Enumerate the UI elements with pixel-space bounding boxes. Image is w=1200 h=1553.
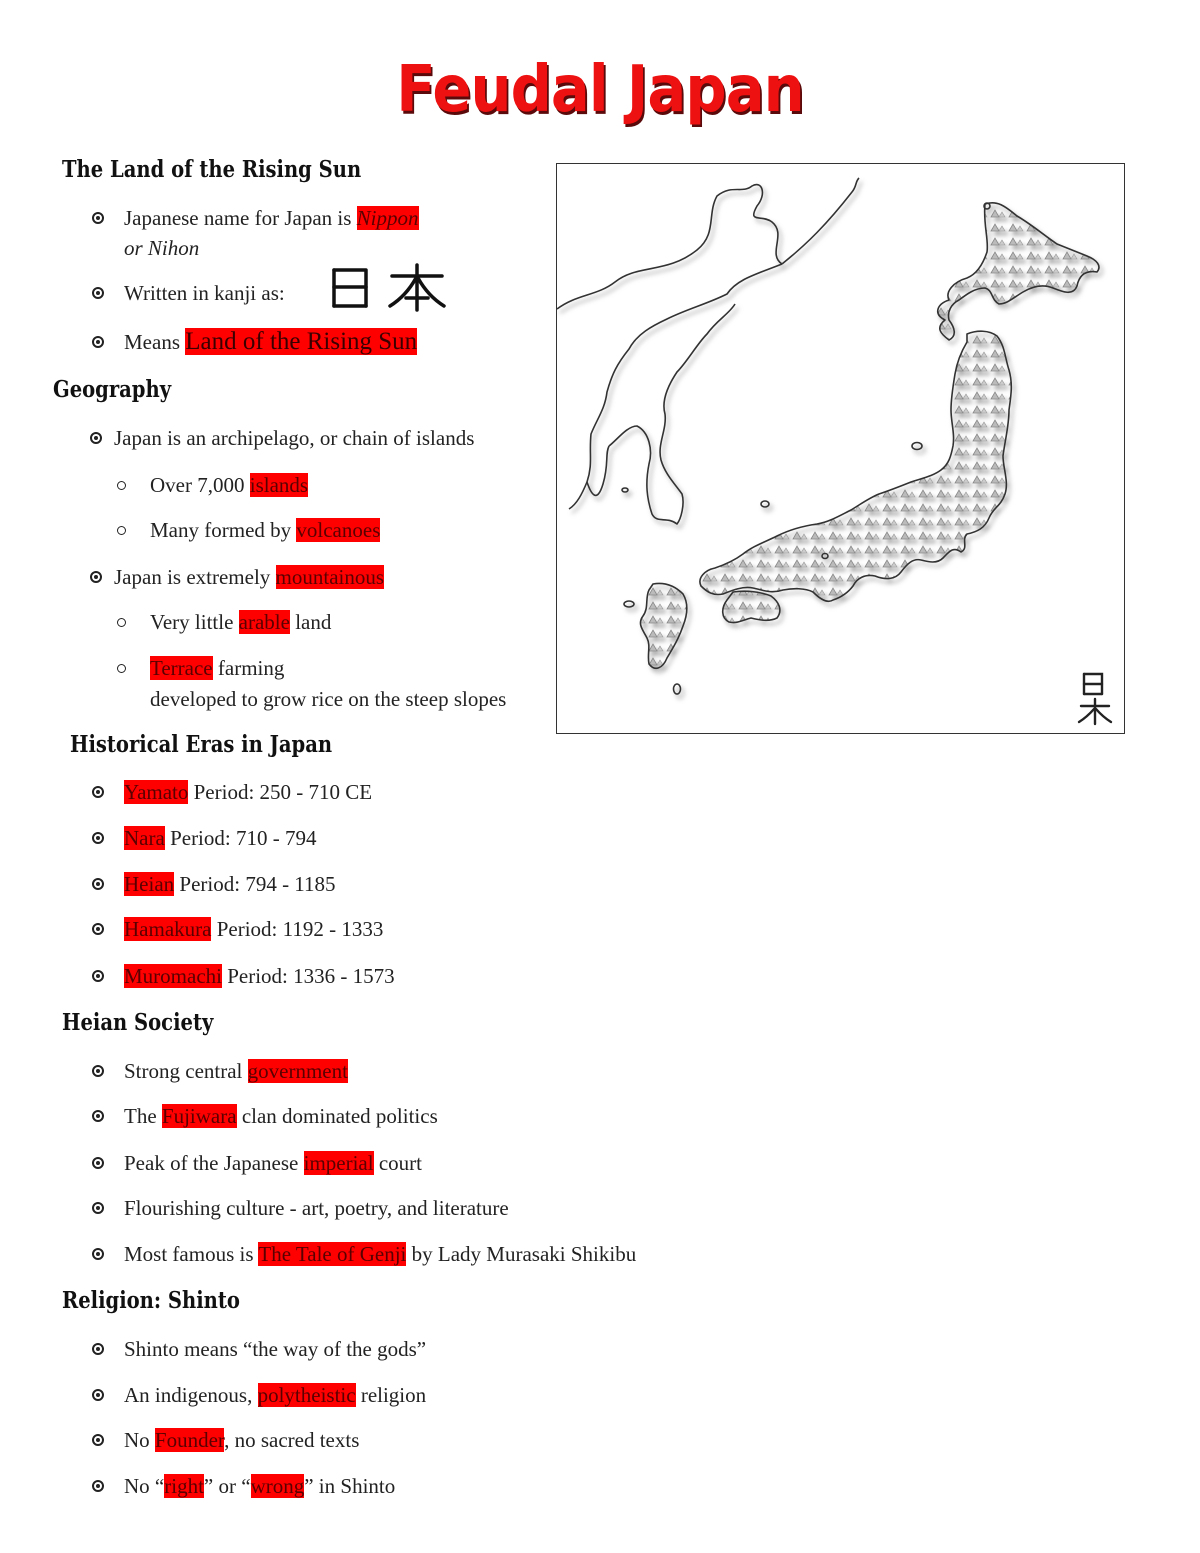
bullet-icon [92, 878, 104, 890]
sub-bullet-icon [117, 618, 126, 627]
shinto-item-4: No “right” or “wrong” in Shinto [124, 1474, 396, 1498]
bullet-icon [92, 970, 104, 982]
highlight-era-name: Muromachi [124, 964, 222, 988]
era-item: Hamakura Period: 1192 - 1333 [124, 917, 384, 941]
highlight-terrace: Terrace [150, 656, 213, 680]
geography-sub-3: Very little arable land [150, 610, 332, 634]
highlight-era-name: Yamato [124, 780, 189, 804]
bullet-icon [92, 1389, 104, 1401]
geography-item-2: Japan is extremely mountainous [114, 565, 385, 589]
bullet-icon [92, 1480, 104, 1492]
bullet-icon [92, 1157, 104, 1169]
sub-bullet-icon [117, 664, 126, 673]
highlight-era-name: Nara [124, 826, 165, 850]
heian-item-4: Flourishing culture - art, poetry, and literature [124, 1196, 509, 1220]
rising-sun-item-3: Means Land of the Rising Sun [124, 328, 418, 355]
bullet-icon [92, 336, 104, 348]
era-item: Yamato Period: 250 - 710 CE [124, 780, 373, 804]
highlight-land-rising-sun: Land of the Rising Sun [185, 328, 418, 355]
era-item: Muromachi Period: 1336 - 1573 [124, 964, 395, 988]
highlight-era-name: Hamakura [124, 917, 212, 941]
kanji-nihon-icon [330, 262, 448, 312]
geography-sub-2: Many formed by volcanoes [150, 518, 381, 542]
sub-bullet-icon [117, 481, 126, 490]
highlight-islands: islands [249, 473, 309, 497]
era-item: Nara Period: 710 - 794 [124, 826, 317, 850]
highlight-era-name: Heian [124, 872, 175, 896]
japan-map [556, 163, 1125, 734]
page-title: Feudal Japan [396, 53, 804, 127]
shinto-item-2: An indigenous, polytheistic religion [124, 1383, 427, 1407]
highlight-tale-of-genji: The Tale of Genji [258, 1242, 407, 1266]
bullet-icon [92, 1248, 104, 1260]
heading-geography: Geography [53, 376, 172, 403]
geography-sub-1: Over 7,000 islands [150, 473, 309, 497]
bullet-icon [92, 1202, 104, 1214]
heading-heian-society: Heian Society [62, 1009, 214, 1036]
highlight-arable: arable [238, 610, 290, 634]
bullet-icon [92, 1434, 104, 1446]
geography-item-1: Japan is an archipelago, or chain of islands [114, 426, 475, 450]
highlight-government: government [247, 1059, 348, 1083]
geography-sub-4-cont: developed to grow rice on the steep slopes [150, 687, 507, 711]
sub-bullet-icon [117, 526, 126, 535]
japan-map-drawing [557, 164, 1123, 732]
heian-item-1: Strong central government [124, 1059, 348, 1083]
rising-sun-item-1: Japanese name for Japan is Nippon [124, 206, 419, 230]
highlight-founder: Founder [154, 1428, 225, 1452]
heading-religion-shinto: Religion: Shinto [62, 1287, 240, 1314]
rising-sun-item-2: Written in kanji as: [124, 281, 285, 305]
bullet-icon [92, 1065, 104, 1077]
highlight-nippon: Nippon [356, 206, 419, 230]
highlight-right: right [164, 1474, 204, 1498]
era-item: Heian Period: 794 - 1185 [124, 872, 336, 896]
shinto-item-1: Shinto means “the way of the gods” [124, 1337, 427, 1361]
bullet-icon [92, 923, 104, 935]
highlight-wrong: wrong [250, 1474, 305, 1498]
shinto-item-3: No Founder, no sacred texts [124, 1428, 360, 1452]
bullet-icon [90, 571, 102, 583]
map-signature-kanji-icon [1079, 674, 1111, 724]
bullet-icon [90, 432, 102, 444]
heading-historical-eras: Historical Eras in Japan [70, 731, 333, 758]
highlight-imperial: imperial [303, 1151, 374, 1175]
bullet-icon [92, 786, 104, 798]
bullet-icon [92, 832, 104, 844]
geography-sub-4: Terrace farming [150, 656, 285, 680]
bullet-icon [92, 212, 104, 224]
highlight-volcanoes: volcanoes [296, 518, 381, 542]
heian-item-3: Peak of the Japanese imperial court [124, 1151, 422, 1175]
rising-sun-item-1-cont: or Nihon [124, 236, 200, 260]
bullet-icon [92, 287, 104, 299]
highlight-polytheistic: polytheistic [257, 1383, 356, 1407]
bullet-icon [92, 1110, 104, 1122]
heian-item-2: The Fujiwara clan dominated politics [124, 1104, 438, 1128]
highlight-mountainous: mountainous [275, 565, 385, 589]
heading-rising-sun: The Land of the Rising Sun [62, 156, 362, 183]
bullet-icon [92, 1343, 104, 1355]
highlight-fujiwara: Fujiwara [161, 1104, 237, 1128]
heian-item-5: Most famous is The Tale of Genji by Lady Murasaki Shikibu [124, 1242, 637, 1266]
